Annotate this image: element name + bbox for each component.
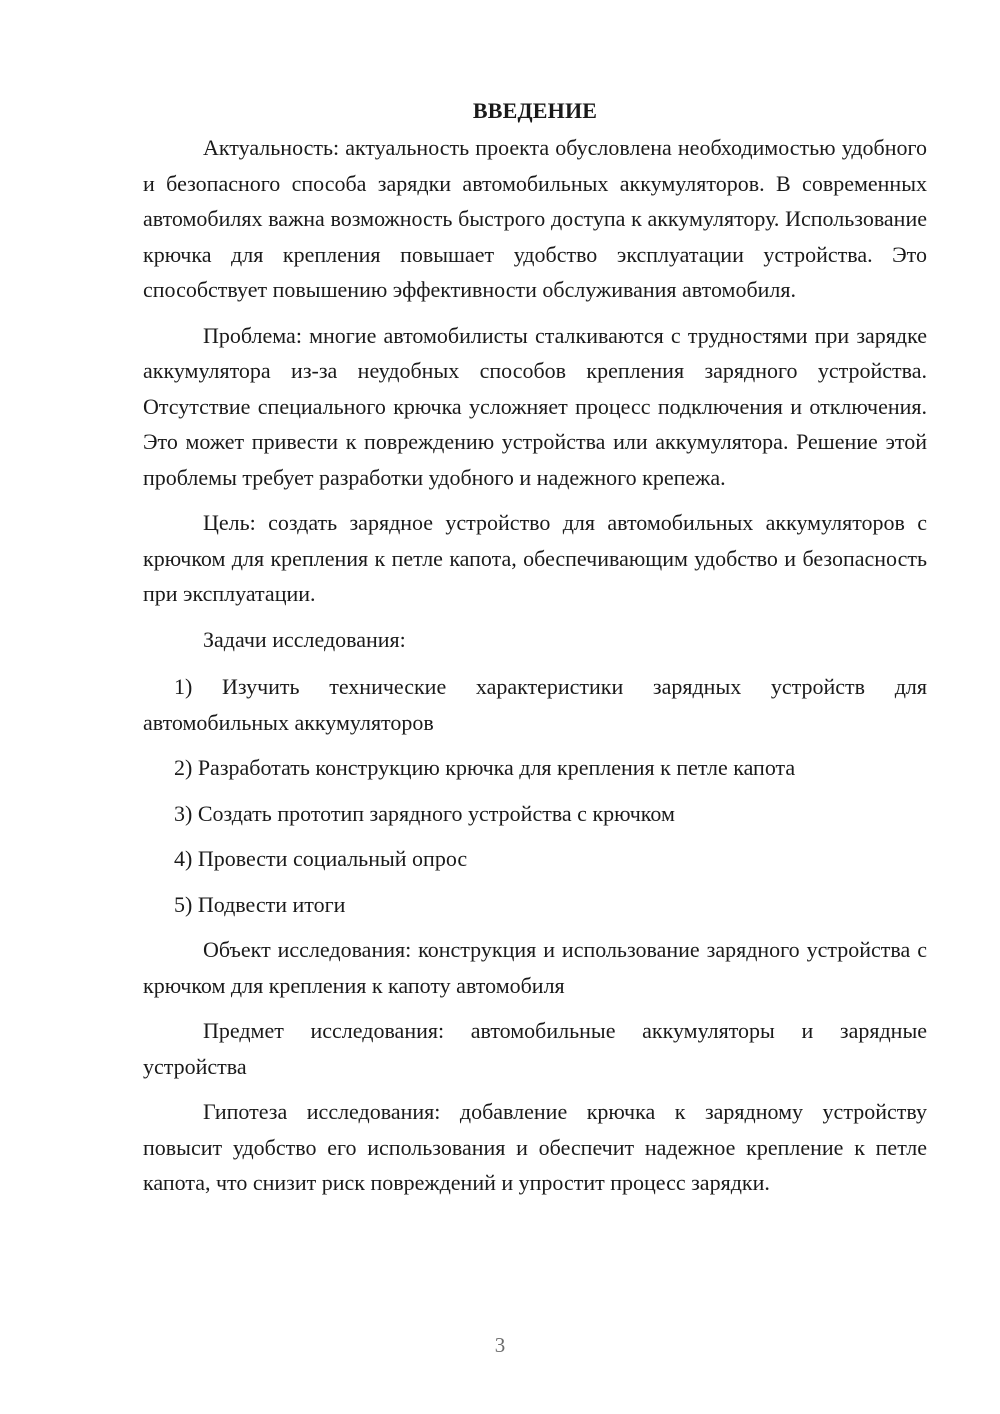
task-item: 1) Изучить технические характеристики зарядных устройств для автомобильных аккумуляторов — [143, 674, 927, 735]
paragraph-subject: Предмет исследования: автомобильные аккумуляторы и зарядные устройства — [143, 1018, 927, 1079]
paragraph-problem: Проблема: многие автомобилисты сталкиваются с трудностями при зарядке аккумулятора из-за неудобных способов крепления зарядного устройства. Отсутствие специального крючка усложняет процесс подключения и отключения. Это может привести к повреждению устройства или аккумулятора. Решение этой проблемы требует разработки удобного и надежного крепежа. — [143, 322, 927, 490]
task-item: 4) Провести социальный опрос — [174, 846, 468, 871]
tasks-heading: Задачи исследования: — [203, 626, 406, 652]
task-item: 5) Подвести итоги — [174, 891, 346, 917]
paragraph-hypothesis: Гипотеза исследования: добавление крючка к зарядному устройству повысит удобство его использования и обеспечит надежное крепление к петле капота, что снизит риск повреждений и упростит процесс зарядки. — [143, 1099, 927, 1195]
paragraph-relevance: Актуальность: актуальность проекта обусловлена необходимостью удобного и безопасного способа зарядки автомобильных аккумуляторов. В современных автомобилях важна возможность быстрого доступа к аккумулятору. Использование крючка для крепления повышает удобство эксплуатации устройства. Это способствует повышению эффективности обслуживания автомобиля. — [143, 135, 927, 302]
task-item: 3) Создать прототип зарядного устройства с крючком — [174, 800, 675, 826]
paragraph-object: Объект исследования: конструкция и использование зарядного устройства с крючком для крепления к капоту автомобиля — [143, 937, 927, 998]
page-title: ВВЕДЕНИЕ — [472, 98, 598, 123]
page-number: 3 — [494, 1333, 506, 1357]
task-item: 2) Разработать конструкцию крючка для крепления к петле капота — [174, 755, 796, 780]
paragraph-goal: Цель: создать зарядное устройство для автомобильных аккумуляторов с крючком для крепления к петле капота, обеспечивающим удобство и безопасность при эксплуатации. — [143, 510, 927, 606]
page-content — [143, 93, 927, 1211]
